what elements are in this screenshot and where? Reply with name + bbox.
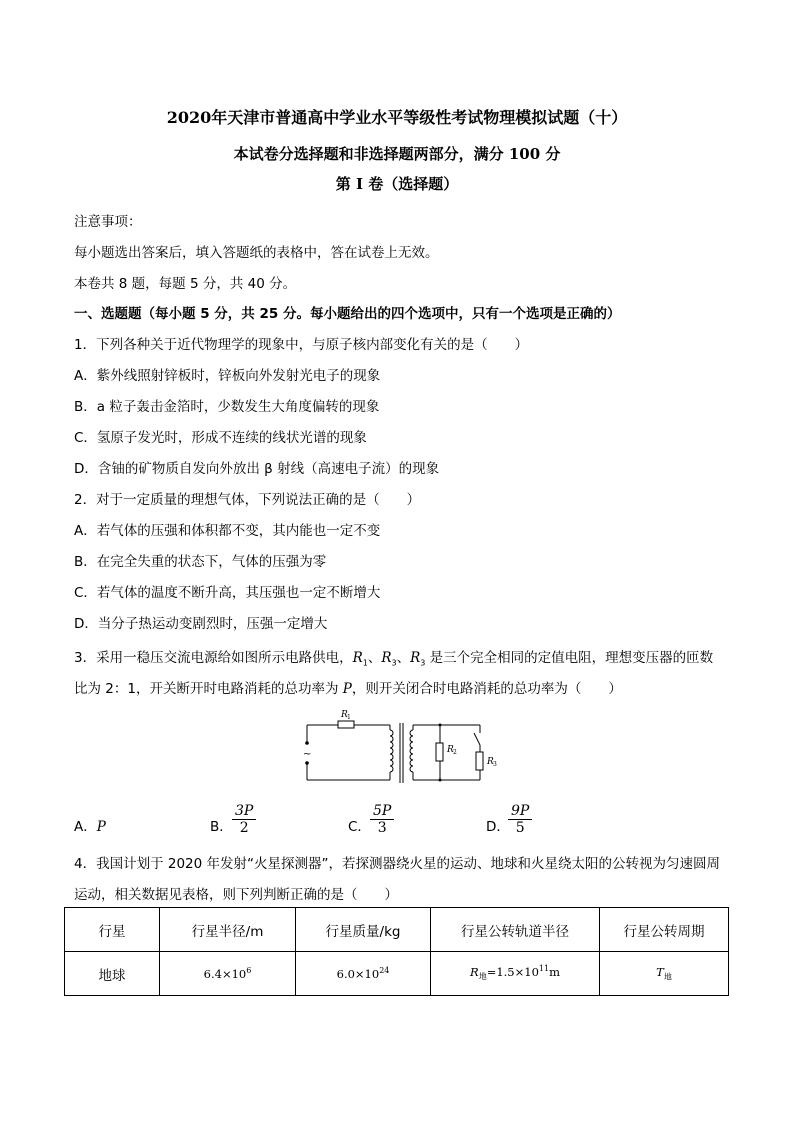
section-1-heading: 一、选题题（每小题 5 分，共 25 分。每小题给出的四个选项中，只有一个选项是正确的） [74,306,621,322]
page-subtitle: 本试卷分选择题和非选择题两部分，满分 100 分 [233,145,561,163]
q2-option-c: C．若气体的温度不断升高，其压强也一定不断增大 [74,585,381,601]
q3-option-d-fraction [508,803,532,836]
table-header-cell: 行星公转轨道半径 [431,908,600,952]
q1-option-d: D．含铀的矿物质自发向外放出 β 射线（高速电子流）的现象 [74,461,440,477]
secondary-coil [410,730,413,772]
notes-line-2: 本卷共 8 题，每题 5 分，共 40 分。 [74,276,297,292]
q1-option-a: A．紫外线照射锌板时，锌板向外发射光电子的现象 [74,368,381,384]
r1-label: R [341,710,348,720]
ac-source-symbol: ~ [303,749,312,760]
q1-stem: 1．下列各种关于近代物理学的现象中，与原子核内部变化有关的是（ ） [74,337,529,353]
mass-base: 6.0×10 [336,966,380,981]
page-title: 2020年天津市普通高中学业水平等级性考试物理模拟试题（十） [166,108,628,127]
radius-exponent: 6 [246,966,252,976]
period-subscript: 地 [663,972,672,982]
resistor-r3 [476,752,483,770]
q3-stem-b: 是三个完全相同的定值电阻，理想变压器的匝数 [425,650,714,666]
orbit-equation: =1.5×10 [486,965,539,980]
q3-stem-c: 比为 2：1，开关断开时电路消耗的总功率为 [74,681,343,697]
notes-heading: 注意事项： [74,214,142,230]
q3-option-d-label: D． [486,819,510,835]
switch-blade [474,733,480,745]
q3-stem-line-2 [74,677,622,697]
q3-option-b-fraction [232,803,256,836]
q3-option-c-fraction [370,803,394,836]
junction-bottom [439,779,442,782]
table-row [65,952,729,996]
q1-option-b: B．a 粒子轰击金箔时，少数发生大角度偏转的现象 [74,399,380,415]
table-cell-period [600,952,729,996]
q3-sep-1: 、 [367,650,382,666]
q3-r2-sub: 3 [391,658,397,668]
q3-option-b-denominator: 2 [239,820,249,836]
q4-stem-line-1: 4．我国计划于 2020 年发射“火星探测器”，若探测器绕火星的运动、地球和火星绕太阳的公转视为匀速圆周 [74,856,721,872]
r2-label-sub: 2 [453,749,457,756]
table-header-cell: 行星质量/kg [296,908,431,952]
q3-r3: R [410,650,421,666]
orbit-subscript: 地 [478,972,487,982]
r2-label: R [447,745,454,755]
table-header-row [65,908,729,952]
planet-data-table [64,907,729,996]
mass-exponent: 24 [379,966,390,976]
notes-line-1: 每小题选出答案后，填入答题纸的表格中，答在试卷上无效。 [74,245,439,261]
resistor-r2 [436,743,443,761]
q3-sep-2: 、 [396,650,411,666]
q3-r2: R [381,650,392,666]
q3-option-b-label: B． [210,819,233,835]
q4-stem-line-2: 运动，相关数据见表格，则下列判断正确的是（ ） [74,887,398,903]
table-header-cell: 行星公转周期 [600,908,729,952]
q1-option-c: C．氢原子发光时，形成不连续的线状光谱的现象 [74,430,367,446]
q2-option-b: B．在完全失重的状态下，气体的压强为零 [74,554,327,570]
q3-stem-line-1 [74,646,713,668]
q3-stem-a: 3．采用一稳压交流电源给如图所示电路供电， [74,650,353,666]
primary-coil [390,730,393,772]
table-cell-planet: 地球 [65,952,160,996]
q3-stem-d: ，则开关闭合时电路消耗的总功率为（ ） [351,681,622,697]
q3-option-d-denominator: 5 [515,820,525,836]
r3-label-sub: 3 [493,761,497,768]
q3-option-c-denominator: 3 [377,820,387,836]
q3-option-b-numerator: 3P [232,803,256,820]
q3-option-a-label: A． [74,819,97,835]
junction-top [439,724,442,727]
source-terminal-top [305,741,309,745]
period-symbol: T [656,964,664,979]
q3-option-a [74,815,106,835]
q2-option-d: D．当分子热运动变剧烈时，压强一定增大 [74,616,328,632]
table-cell-mass [296,952,431,996]
table-cell-orbit [431,952,600,996]
q3-r1: R [352,650,363,666]
orbit-exponent: 11 [538,964,550,974]
q3-r3-sub: 3 [420,658,426,668]
orbit-unit: m [549,965,560,980]
source-terminal-bottom [305,761,309,765]
q2-stem: 2．对于一定质量的理想气体，下列说法正确的是（ ） [74,492,421,508]
q3-p: P [342,681,352,697]
q3-option-c-label: C． [348,819,371,835]
radius-base: 6.4×10 [203,966,247,981]
q3-r1-sub: 1 [362,658,368,668]
table-header-cell: 行星 [65,908,160,952]
q3-option-d-numerator: 9P [508,803,532,820]
resistor-r1 [338,721,354,728]
r1-label-sub: 1 [347,714,351,721]
table-header-cell: 行星半径/m [160,908,296,952]
circuit-diagram [295,705,505,790]
table-cell-radius [160,952,296,996]
r3-label: R [487,757,494,767]
q3-option-c-numerator: 5P [370,803,394,820]
q3-option-a-value: P [96,819,106,835]
q2-option-a: A．若气体的压强和体积都不变，其内能也一定不变 [74,523,381,539]
orbit-symbol: R [470,965,479,980]
volume-title: 第 I 卷（选择题） [335,175,459,193]
